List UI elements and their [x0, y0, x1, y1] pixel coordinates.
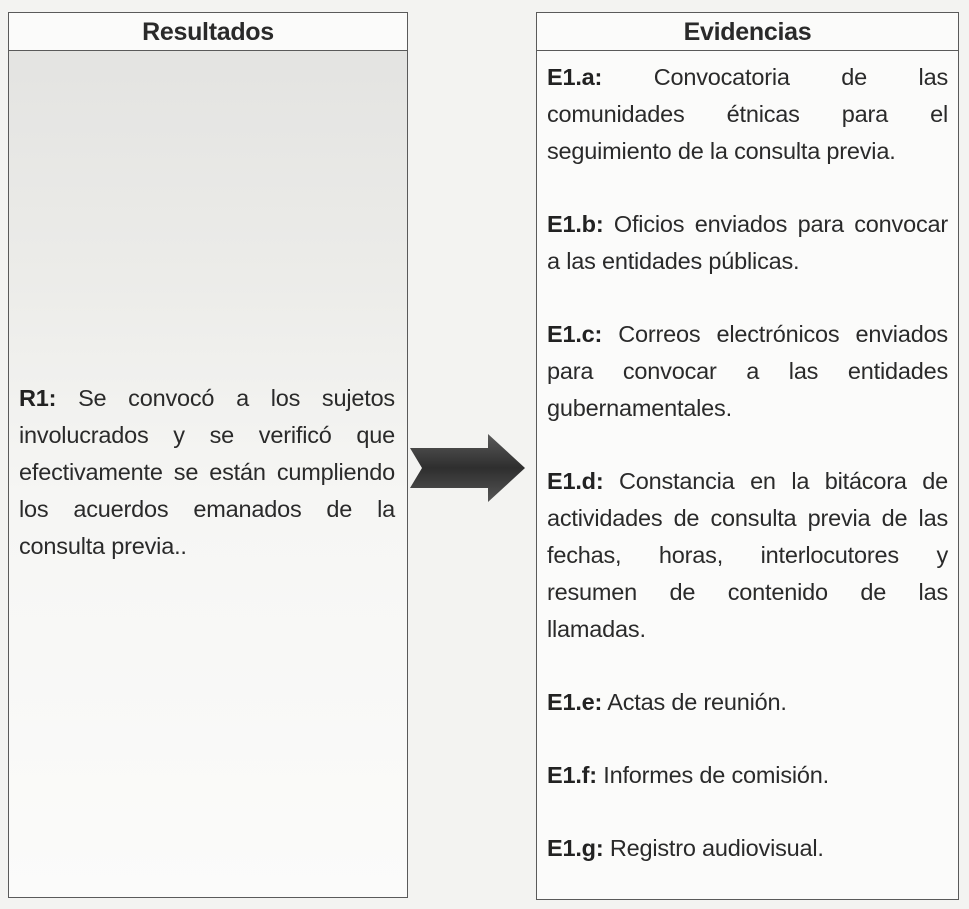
results-content [19, 380, 395, 565]
arrow-right-icon [408, 432, 528, 504]
evidence-code: E1.a: [547, 64, 603, 90]
evidence-code: E1.c: [547, 321, 603, 347]
evidence-code: E1.d: [547, 468, 604, 494]
evidence-code: E1.g: [547, 835, 604, 861]
evidence-text: Registro audiovisual. [609, 835, 824, 861]
evidence-item-e1g [547, 830, 948, 867]
evidence-item-e1a [547, 59, 948, 170]
evidence-text: Actas de reunión. [607, 689, 787, 715]
evidences-list [537, 51, 958, 867]
evidence-text: Convocatoria de las comunidades étnicas para el seguimiento de la consulta previa. [547, 64, 948, 164]
evidence-item-e1f [547, 757, 948, 794]
evidences-header: Evidencias [537, 13, 958, 51]
evidence-item-e1d [547, 463, 948, 648]
evidence-item-e1e [547, 684, 948, 721]
result-text: Se convocó a los sujetos involucrados y se verificó que efectivamente se están cumpliendo los acuerdos emanados de la consulta previa.. [19, 385, 395, 559]
evidence-text: Correos electrónicos enviados para convocar a las entidades gubernamentales. [547, 321, 948, 421]
results-box [8, 12, 408, 898]
results-header: Resultados [9, 13, 407, 51]
evidence-text: Oficios enviados para convocar a las entidades públicas. [547, 211, 948, 274]
evidence-text: Informes de comisión. [603, 762, 829, 788]
evidence-item-e1b [547, 206, 948, 280]
evidence-code: E1.b: [547, 211, 604, 237]
evidence-text: Constancia en la bitácora de actividades de consulta previa de las fechas, horas, interlocutores y resumen de contenido de las llamadas. [547, 468, 948, 642]
result-item-r1 [19, 380, 395, 565]
result-code: R1: [19, 385, 57, 411]
evidence-item-e1c [547, 316, 948, 427]
evidence-code: E1.e: [547, 689, 603, 715]
evidences-box [536, 12, 959, 900]
evidence-code: E1.f: [547, 762, 597, 788]
